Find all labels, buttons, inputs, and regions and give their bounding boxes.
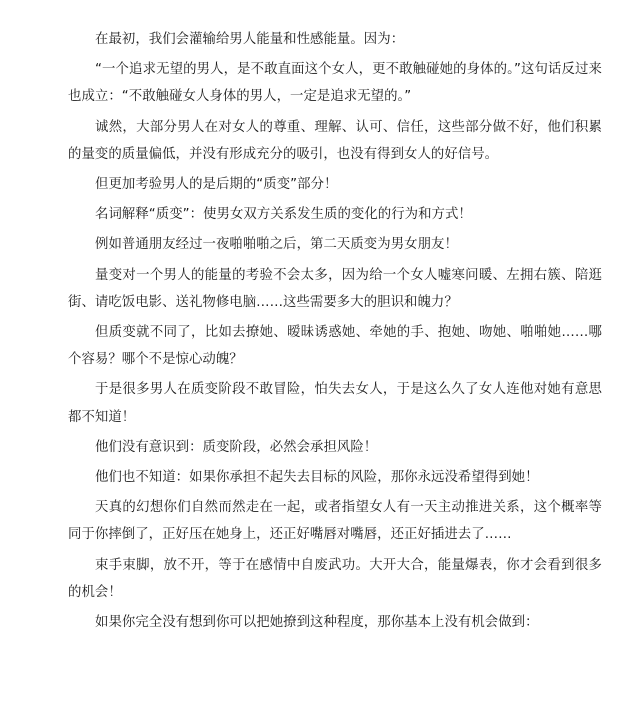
paragraph-9: 于是很多男人在质变阶段不敢冒险，怕失去女人，于是这么久了女人连他对她有意思都不知道！ (68, 382, 602, 425)
paragraph-12: 天真的幻想你们自然而然走在一起，或者指望女人有一天主动推进关系，这个概率等同于你摔倒了，正好压在她身上，还正好嘴唇对嘴唇，还正好插进去了…… (68, 500, 602, 543)
paragraph-11: 他们也不知道：如果你承担不起失去目标的风险，那你永远没希望得到她！ (95, 470, 539, 486)
paragraph-4: 但更加考验男人的是后期的“质变”部分！ (95, 177, 338, 193)
paragraph-3: 诚然，大部分男人在对女人的尊重、理解、认可、信任，这些部分做不好，他们积累的量变的质量偏低，并没有形成充分的吸引，也没有得到女人的好信号。 (68, 119, 602, 162)
paragraph-14: 如果你完全没有想到你可以把她撩到这种程度，那你基本上没有机会做到： (95, 615, 539, 631)
paragraph-10: 他们没有意识到：质变阶段，必然会承担风险！ (95, 439, 378, 455)
paragraph-8: 但质变就不同了，比如去撩她、暧昧诱惑她、牵她的手、抱她、吻她、啪啪她……哪个容易？哪个不是惊心动魄？ (68, 325, 602, 368)
paragraph-5: 名词解释“质变”：使男女双方关系发生质的变化的行为和方式！ (95, 207, 472, 223)
paragraph-2: “一个追求无望的男人，是不敢直面这个女人，更不敢触碰她的身体的。”这句话反过来也成立：“不敢触碰女人身体的男人，一定是追求无望的。” (68, 62, 602, 105)
paragraph-13: 束手束脚，放不开，等于在感情中自废武功。大开大合，能量爆表，你才会看到很多的机会！ (68, 557, 602, 600)
article-body (68, 26, 602, 639)
paragraph-7: 量变对一个男人的能量的考验不会太多，因为给一个女人嘘寒问暖、左拥右簇、陪逛街、请吃饭电影、送礼物修电脑……这些需要多大的胆识和魄力？ (68, 267, 602, 310)
paragraph-1: 在最初，我们会灌输给男人能量和性感能量。因为： (95, 32, 405, 47)
paragraph-6: 例如普通朋友经过一夜啪啪啪之后，第二天质变为男女朋友！ (95, 237, 458, 253)
